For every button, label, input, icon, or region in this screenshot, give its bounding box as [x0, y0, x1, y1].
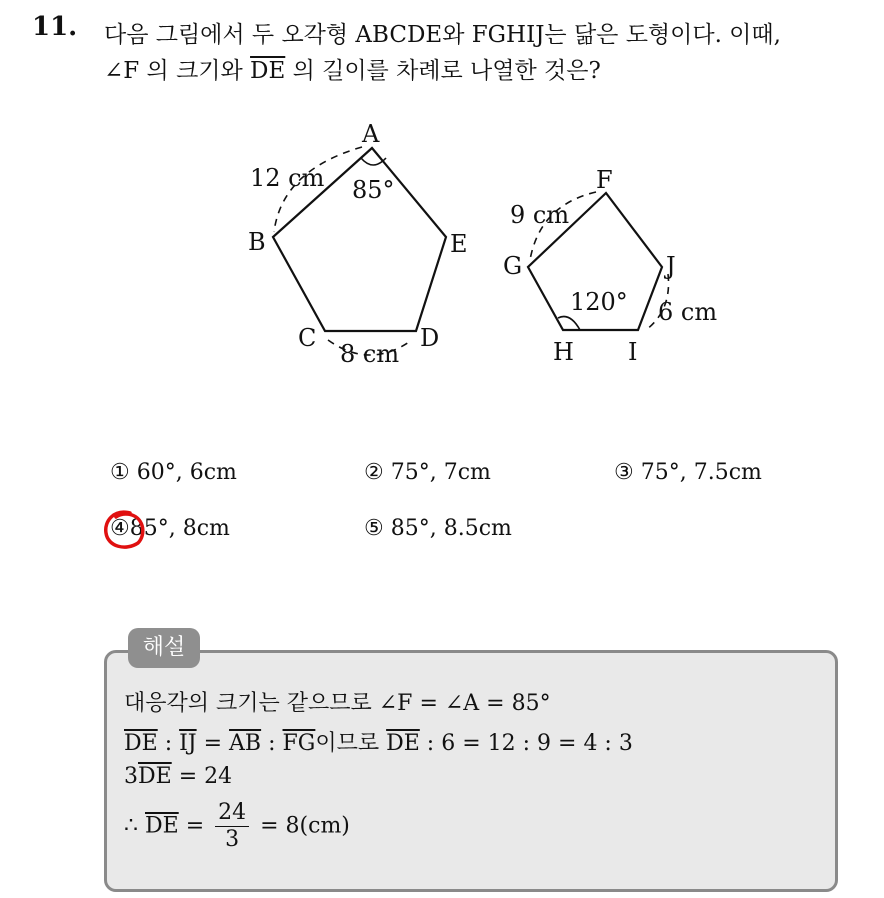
segment-ij: $\overline{IJ}$ — [179, 731, 197, 756]
vertex-d: D — [420, 324, 440, 352]
solution-tab: 해설 — [128, 628, 200, 668]
choice-marker: ① — [110, 460, 130, 485]
choice-3[interactable] — [614, 460, 762, 485]
vertex-f: F — [596, 166, 613, 194]
question-number: 11. — [32, 12, 78, 42]
segment-fg: $\overline{FG}$ — [282, 731, 316, 756]
choice-marker: ④ — [110, 516, 130, 541]
choice-text: 60°, 6cm — [136, 460, 237, 485]
vertex-a: A — [362, 120, 380, 148]
vertex-h: H — [553, 338, 574, 366]
vertex-e: E — [450, 230, 468, 258]
segment-de: $\overline{DE}$ — [124, 731, 158, 756]
solution-line3 — [124, 764, 232, 789]
solution-text: : 6 = 12 : 9 = 4 : 3 — [419, 731, 633, 756]
choice-text: 75°, 7cm — [390, 460, 491, 485]
vertex-b: B — [248, 228, 266, 256]
fraction-denominator: 3 — [225, 827, 240, 852]
choice-marker: ③ — [614, 460, 634, 485]
pentagon-figure — [0, 0, 884, 420]
ratio-colon: : — [261, 731, 283, 756]
label-ij: 6 cm — [658, 298, 718, 326]
label-angle-h: 120° — [570, 288, 628, 316]
choice-marker: ② — [364, 460, 384, 485]
answer-circle-mark — [100, 505, 150, 555]
coefficient: 3 — [124, 764, 138, 789]
equals: = — [196, 731, 230, 756]
choice-1[interactable] — [110, 460, 237, 485]
segment-de: $\overline{DE}$ — [138, 764, 172, 789]
vertex-c: C — [298, 324, 317, 352]
segment-ab: $\overline{AB}$ — [229, 731, 262, 756]
question-text-part: ∠F 의 크기와 — [104, 58, 251, 84]
segment-de: $\overline{DE}$ — [145, 813, 179, 839]
label-fg: 9 cm — [510, 201, 570, 229]
solution-line2 — [124, 726, 633, 757]
equals: = — [178, 813, 212, 839]
choice-2[interactable] — [364, 460, 491, 485]
label-angle-a: 85° — [352, 176, 395, 204]
vertex-j: J — [666, 252, 676, 280]
fraction — [215, 800, 249, 853]
solution-text: 이므로 — [315, 731, 387, 756]
solution-text: = 8(cm) — [253, 813, 350, 839]
choice-marker: ⑤ — [364, 516, 384, 541]
question-text-part: 의 길이를 차례로 나열한 것은? — [285, 58, 601, 84]
label-ab: 12 cm — [250, 164, 325, 192]
label-cd: 8 cm — [340, 340, 400, 368]
solution-line4 — [124, 800, 350, 853]
fraction-numerator: 24 — [215, 800, 249, 827]
therefore-symbol: ∴ — [124, 813, 145, 839]
question-text-line1: 다음 그림에서 두 오각형 ABCDE와 FGHIJ는 닮은 도형이다. 이때, — [104, 22, 781, 48]
solution-line1: 대응각의 크기는 같으므로 ∠F = ∠A = 85° — [124, 691, 551, 716]
choice-text: 85°, 8cm — [129, 516, 230, 541]
choice-text: 85°, 8.5cm — [390, 516, 512, 541]
vertex-i: I — [628, 338, 638, 366]
choice-5[interactable] — [364, 516, 512, 541]
ratio-colon: : — [157, 731, 180, 756]
segment-de: $\overline{DE}$ — [386, 731, 420, 756]
choice-text: 75°, 7.5cm — [640, 460, 762, 485]
vertex-g: G — [503, 252, 523, 280]
solution-text: = 24 — [171, 764, 233, 789]
segment-de: $\overline{DE}$ — [250, 58, 286, 84]
